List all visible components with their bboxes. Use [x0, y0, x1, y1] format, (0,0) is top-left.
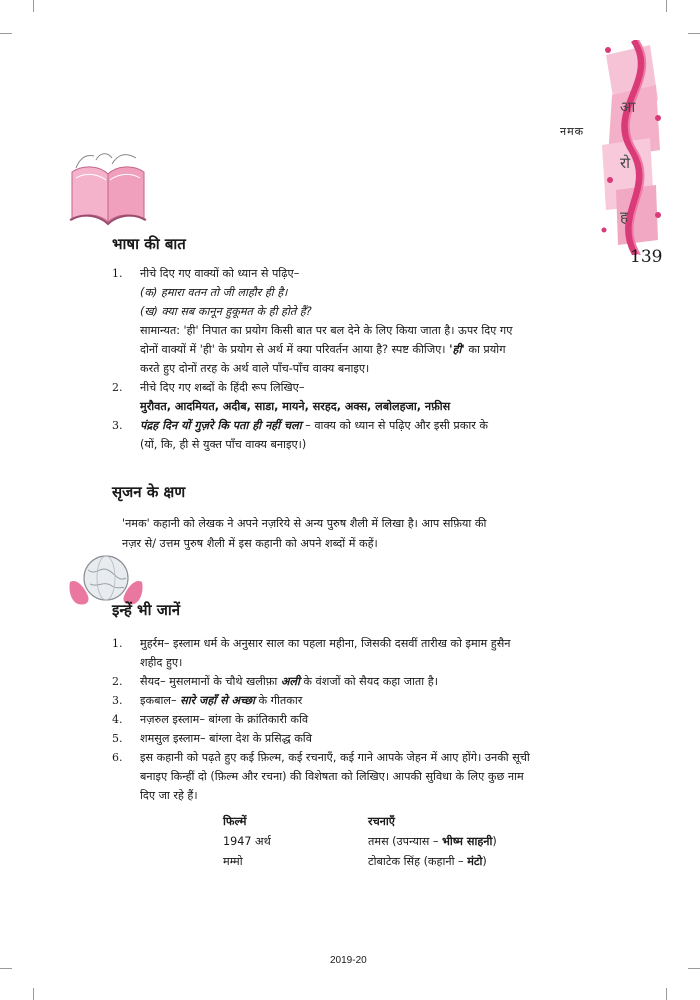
inhen-list: [112, 634, 644, 805]
section-title-bhasha: भाषा की बात: [112, 235, 186, 253]
question-text: [140, 416, 644, 435]
work-author: मंटो: [467, 855, 483, 868]
quoted-sentence: पंद्रह दिन यों गुज़रे कि पता ही नहीं चला: [140, 419, 302, 432]
question-1: [112, 264, 644, 378]
footer-year: 2019-20: [330, 955, 367, 966]
question-text-line2: (यों, कि, ही से युक्त पाँच वाक्य बनाइए।): [140, 438, 307, 451]
work-title: टोबाटेक सिंह (कहानी –: [368, 855, 464, 868]
crop-mark: [0, 968, 12, 969]
item-text: नज़रुल इस्लाम– बांग्ला के क्रांतिकारी कवि: [140, 713, 309, 726]
question-3: [112, 416, 644, 454]
work-title: तमस (उपन्यास –: [368, 835, 439, 848]
question-2: [112, 378, 644, 416]
ribbon-letter-1: आ: [620, 98, 636, 116]
paragraph-line: [140, 340, 644, 359]
item-text: बनाइए किन्हीं दो (फ़िल्म और रचना) की विशेषता को लिखिए। आपकी सुविधा के लिए कुछ नाम: [140, 770, 524, 783]
item-number: 4.: [112, 713, 123, 726]
crop-mark: [666, 0, 667, 12]
table-cell-film: 1947 अर्थ: [223, 835, 271, 848]
item-text: [140, 691, 644, 710]
item-emphasis: अली: [280, 675, 300, 688]
paragraph-line: 'नमक' कहानी को लेखक ने अपने नज़रिये से अन्य पुरुष शैली में लिखा है। आप सफ़िया की: [122, 517, 487, 530]
running-head: नमक: [560, 125, 585, 138]
table-header-row: [223, 812, 588, 832]
question-number: 2.: [112, 381, 123, 394]
srijan-paragraph: [122, 514, 644, 554]
paragraph-text: दोनों वाक्यों में 'ही' के प्रयोग से अर्थ में क्या परिवर्तन आया है? स्पष्ट कीजिए।: [140, 343, 446, 356]
table-row: [223, 852, 588, 872]
paragraph-line: नज़र से/ उत्तम पुरुष शैली में इस कहानी को अपने शब्दों में कहें।: [122, 537, 378, 550]
crop-mark: [666, 988, 667, 1000]
item-text: इस कहानी को पढ़ते हुए कई फ़िल्म, कई रचनाएँ, कई गाने आपके जेहन में आए होंगे। उनकी सूची: [140, 751, 530, 764]
item-number: 6.: [112, 751, 123, 764]
item-text: मुहर्रम– इस्लाम धर्म के अनुसार साल का पहला महीना, जिसकी दसवीं तारीख को इमाम हुसैन: [140, 637, 511, 650]
table-row: [223, 832, 588, 852]
list-item: [112, 710, 644, 729]
item-text: दिए जा रहे हैं।: [140, 789, 198, 802]
item-text-post: के गीतकार: [258, 694, 303, 707]
table-cell-work: [368, 832, 588, 852]
item-text-post: के वंशजों को सैयद कहा जाता है।: [303, 675, 438, 688]
item-text: [140, 672, 644, 691]
list-item: [112, 672, 644, 691]
word-list: मुरौवत, आदमियत, अदीब, साडा, मायने, सरहद, अक्स, लबोलहजा, नफ़ीस: [140, 400, 451, 413]
crop-mark: [33, 0, 34, 12]
ribbon-letter-3: ह: [620, 208, 628, 226]
crop-mark: [33, 988, 34, 1000]
item-number: 1.: [112, 637, 123, 650]
section-title-srijan: सृजन के क्षण: [112, 483, 186, 501]
decorative-ribbon-icon: [598, 40, 668, 255]
bhasha-list: [112, 264, 644, 454]
item-text: शहीद हुए।: [140, 656, 183, 669]
list-item: [112, 691, 644, 710]
list-item: [112, 748, 644, 805]
item-text-pre: सैयद– मुसलमानों के चौथे खलीफ़ा: [140, 675, 278, 688]
section-title-inhen: इन्हें भी जानें: [112, 601, 181, 619]
item-emphasis: सारे जहाँ से अच्छा: [180, 694, 255, 707]
item-text: शमसुल इस्लाम– बांग्ला देश के प्रसिद्ध कवि: [140, 732, 312, 745]
paragraph-line: सामान्यत: 'ही' निपात का प्रयोग किसी बात पर बल देने के लिए किया जाता है। ऊपर दिए गए: [140, 324, 513, 337]
page-number: 139: [630, 247, 663, 267]
question-text: नीचे दिए गए शब्दों के हिंदी रूप लिखिए–: [140, 381, 305, 394]
list-item: [112, 729, 644, 748]
open-book-icon: [66, 150, 150, 230]
table-header-works: रचनाएँ: [368, 815, 395, 828]
films-works-table: [223, 812, 588, 872]
crop-mark: [0, 33, 12, 34]
item-text-pre: इकबाल–: [140, 694, 177, 707]
question-text-rest: – वाक्य को ध्यान से पढ़िए और इसी प्रकार के: [305, 419, 488, 432]
list-item: [112, 634, 644, 672]
item-number: 3.: [112, 694, 123, 707]
crop-mark: [688, 968, 700, 969]
emphasis-text: 'ही': [449, 343, 465, 356]
question-number: 3.: [112, 419, 123, 432]
ribbon-letter-2: रो: [620, 154, 631, 172]
paragraph-line: करते हुए दोनों तरह के अर्थ वाले पाँच-पाँच वाक्य बनाइए।: [140, 362, 370, 375]
item-number: 2.: [112, 675, 123, 688]
example-sentence-b: (ख) क्या सब कानून हुकूमत के ही होते हैं?: [140, 305, 312, 318]
table-header-films: फिल्में: [223, 815, 247, 828]
question-text: नीचे दिए गए वाक्यों को ध्यान से पढ़िए–: [140, 267, 300, 280]
item-number: 5.: [112, 732, 123, 745]
table-cell-work: [368, 852, 588, 872]
table-cell-film: मम्मो: [223, 855, 243, 868]
question-number: 1.: [112, 267, 123, 280]
crop-mark: [688, 33, 700, 34]
paragraph-text: का प्रयोग: [468, 343, 506, 356]
work-author: भीष्म साहनी: [442, 835, 493, 848]
work-close: ): [482, 855, 487, 868]
example-sentence-a: (क) हमारा वतन तो जी लाहौर ही है।: [140, 286, 288, 299]
work-close: ): [492, 835, 497, 848]
